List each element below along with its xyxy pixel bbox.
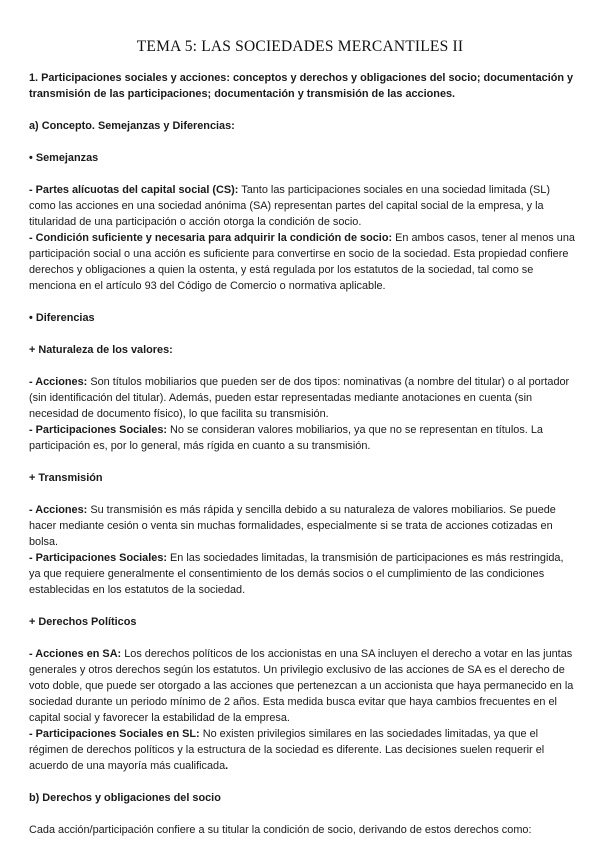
subsection-b-heading: b) Derechos y obligaciones del socio: [29, 792, 221, 804]
semejanza-1-text: Tanto las participaciones sociales en una sociedad limitada (SL) como las acciones en una sociedad anónima (SA) representan partes del capital social de la empresa, y la titularidad de una participación o acción otorga la condición de socio.: [29, 184, 550, 228]
derechos-participaciones-end: .: [225, 760, 229, 772]
document-body: [29, 70, 577, 838]
semejanza-2-term: - Condición suficiente y necesaria para adquirir la condición de socio:: [29, 232, 393, 244]
transmision-participaciones-term: - Participaciones Sociales:: [29, 552, 168, 564]
naturaleza-acciones-paragraph: [29, 374, 577, 422]
derechos-acciones-term: - Acciones en SA:: [29, 648, 122, 660]
derechos-participaciones-term: - Participaciones Sociales en SL:: [29, 728, 200, 740]
semejanza-paragraph-2: [29, 230, 577, 294]
naturaleza-heading: + Naturaleza de los valores:: [29, 344, 173, 356]
transmision-participaciones-paragraph: [29, 550, 577, 598]
closing-paragraph: Cada acción/participación confiere a su titular la condición de socio, derivando de estos derechos como:: [29, 824, 532, 836]
derechos-participaciones-paragraph: [29, 726, 577, 774]
semejanzas-label: • Semejanzas: [29, 152, 99, 164]
transmision-acciones-paragraph: [29, 502, 577, 550]
naturaleza-acciones-text: Son títulos mobiliarios que pueden ser de dos tipos: nominativas (a nombre del titular) o al portador (sin identificación del titular). Además, pueden estar representadas mediante anotaciones en cuenta (sin necesidad de documento físico), lo que facilita su transmisión.: [29, 376, 570, 420]
semejanza-2-text: En ambos casos, tener al menos una participación social o una acción es suficiente para convertirse en socio de la sociedad. Esta propiedad confiere derechos y obligaciones a quien la ostenta, y está regulada por los estatutos de la sociedad, tal como se menciona en el artículo 93 del Código de Comercio o normativa aplicable.: [29, 232, 575, 292]
naturaleza-acciones-term: - Acciones:: [29, 376, 88, 388]
naturaleza-participaciones-text: No se consideran valores mobiliarios, ya que no se representan en títulos. La participación es, por lo general, más rígida en cuanto a su transmisión.: [29, 424, 543, 452]
transmision-participaciones-text: En las sociedades limitadas, la transmisión de participaciones es más restringida, ya que requiere generalmente el consentimiento de los demás socios o el cumplimiento de las condiciones establecidas en los estatutos de la sociedad.: [29, 552, 564, 596]
page-title: TEMA 5: LAS SOCIEDADES MERCANTILES II: [136, 38, 464, 55]
naturaleza-participaciones-paragraph: [29, 422, 577, 454]
semejanza-paragraph-1: [29, 182, 577, 230]
subsection-a-heading: a) Concepto. Semejanzas y Diferencias:: [29, 120, 235, 132]
derechos-acciones-paragraph: [29, 646, 577, 726]
transmision-acciones-term: - Acciones:: [29, 504, 88, 516]
naturaleza-participaciones-term: - Participaciones Sociales:: [29, 424, 168, 436]
derechos-acciones-text: Los derechos políticos de los accionistas en una SA incluyen el derecho a votar en las juntas generales y otros derechos según los estatutos. Un privilegio exclusivo de las acciones de SA es el derecho de voto doble, que puede ser otorgado a las acciones que pertenezcan a un accionista que haya permanecido en la sociedad durante un periodo mínimo de 2 años. Esta medida busca evitar que haya cambios frecuentes en el capital social y favorecer la estabilidad de la empresa.: [29, 648, 574, 724]
transmision-heading: + Transmisión: [29, 472, 103, 484]
section-heading: 1. Participaciones sociales y acciones: conceptos y derechos y obligaciones del socio; documentación y transmisión de las participaciones; documentación y transmisión de las acciones.: [29, 72, 574, 100]
semejanza-1-term: - Partes alícuotas del capital social (CS):: [29, 184, 239, 196]
derechos-politicos-heading: + Derechos Políticos: [29, 616, 137, 628]
diferencias-label: • Diferencias: [29, 312, 95, 324]
transmision-acciones-text: Su transmisión es más rápida y sencilla debido a su naturaleza de valores mobiliarios. Se puede hacer mediante cesión o venta sin muchas formalidades, especialmente si se trata de acciones cotizadas en bolsa.: [29, 504, 556, 548]
derechos-participaciones-text: No existen privilegios similares en las sociedades limitadas, ya que el régimen de derechos políticos y la estructura de la sociedad es diferente. Las decisiones suelen requerir el acuerdo de una mayoría más cualificada: [29, 728, 545, 772]
